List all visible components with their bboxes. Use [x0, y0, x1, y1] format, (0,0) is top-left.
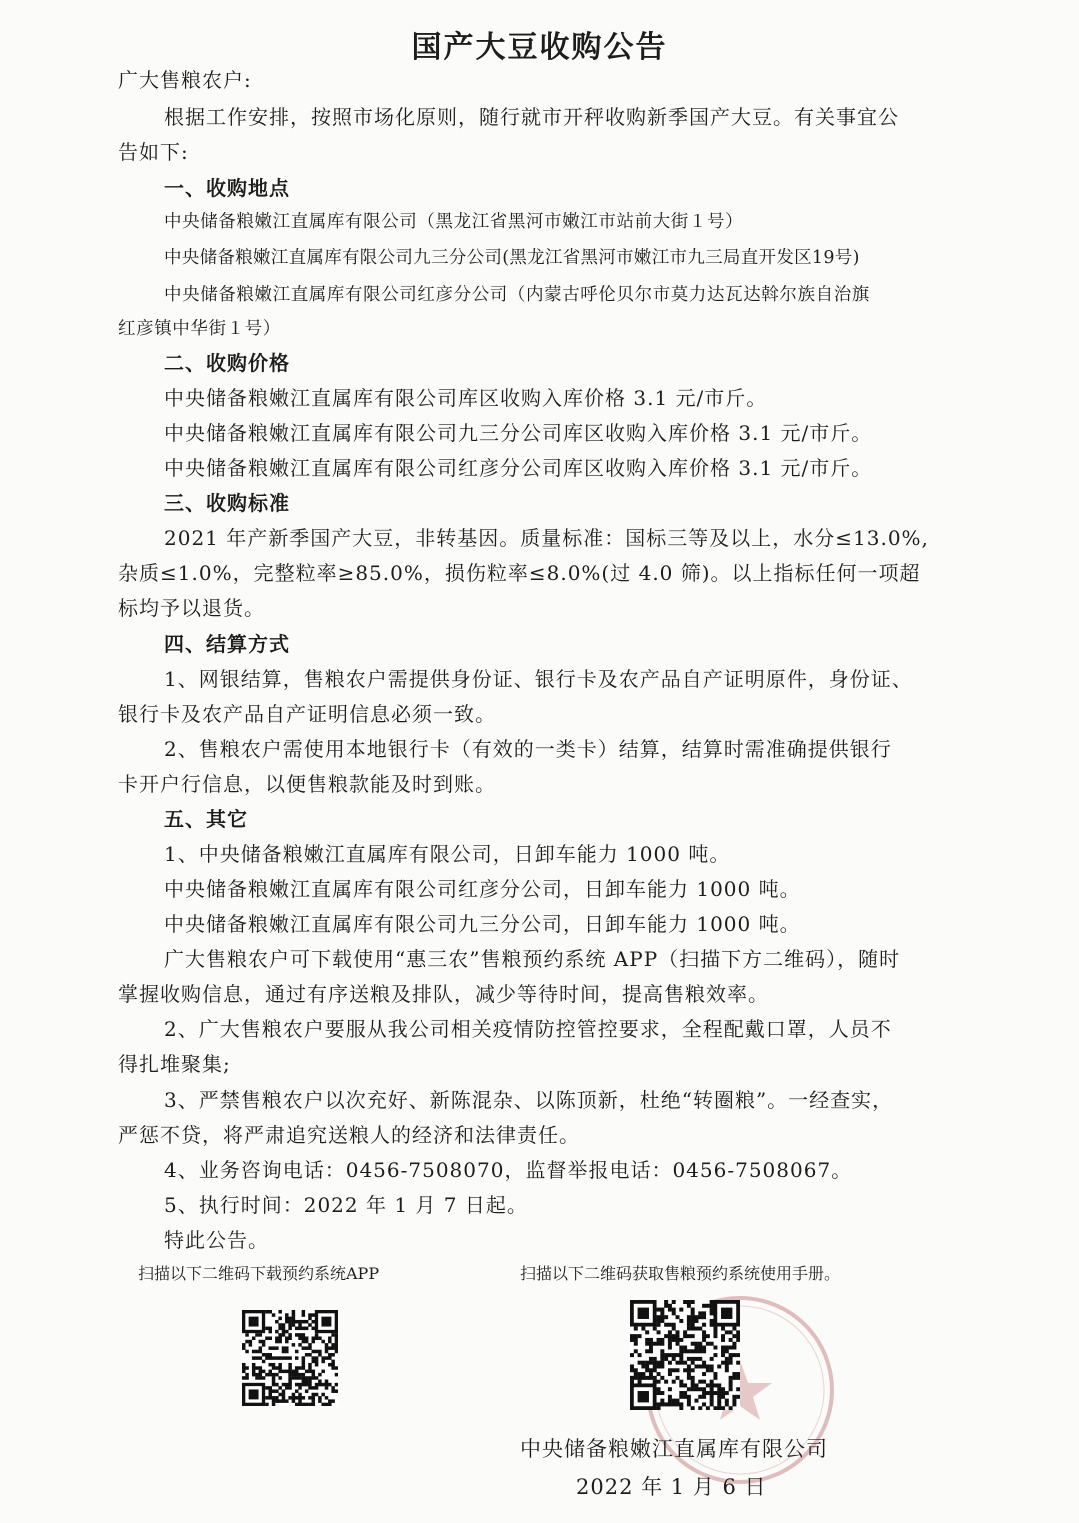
price-line: 中央储备粮嫩江直属库有限公司红彦分公司库区收购入库价格 3.1 元/市斤。 — [164, 456, 873, 480]
other-line: 3、严禁售粮农户以次充好、新陈混杂、以陈顶新，杜绝“转圈粮”。一经查实， — [164, 1088, 894, 1112]
price-line: 中央储备粮嫩江直属库有限公司九三分公司库区收购入库价格 3.1 元/市斤。 — [164, 421, 873, 445]
location-line: 红彦镇中华街１号） — [118, 319, 281, 339]
section-heading-settlement: 四、结算方式 — [164, 632, 290, 656]
qr-code-manual-icon[interactable] — [630, 1300, 740, 1410]
other-line: 严惩不贷，将严肃追究送粮人的经济和法律责任。 — [118, 1123, 580, 1147]
other-line: 2、广大售粮农户要服从我公司相关疫情防控管控要求，全程配戴口罩，人员不 — [164, 1017, 892, 1041]
qr-code-app-icon[interactable] — [242, 1310, 338, 1406]
other-line: 5、执行时间：2022 年 1 月 7 日起。 — [164, 1193, 528, 1217]
location-line: 中央储备粮嫩江直属库有限公司红彦分公司（内蒙古呼伦贝尔市莫力达瓦达斡尔族自治旗 — [164, 285, 870, 305]
standard-line: 杂质≤1.0%，完整粒率≥85.0%，损伤粒率≤8.0%(过 4.0 筛)。以上指标任何一项超 — [118, 561, 921, 585]
other-line: 掌握收购信息，通过有序送粮及排队，减少等待时间，提高售粮效率。 — [118, 982, 769, 1006]
section-heading-standard: 三、收购标准 — [164, 491, 290, 515]
settlement-line: 2、售粮农户需使用本地银行卡（有效的一类卡）结算，结算时需准确提供银行 — [164, 737, 892, 761]
intro-line: 根据工作安排，按照市场化原则，随行就市开秤收购新季国产大豆。有关事宜公 — [164, 105, 899, 129]
settlement-line: 银行卡及农产品自产证明信息必须一致。 — [118, 702, 496, 726]
page-title: 国产大豆收购公告 — [411, 30, 668, 65]
section-heading-location: 一、收购地点 — [164, 176, 290, 200]
section-heading-other: 五、其它 — [164, 807, 248, 831]
section-heading-price: 二、收购价格 — [164, 351, 290, 375]
standard-line: 2021 年产新季国产大豆，非转基因。质量标准：国标三等及以上，水分≤13.0%, — [164, 526, 929, 550]
other-line: 1、中央储备粮嫩江直属库有限公司，日卸车能力 1000 吨。 — [164, 842, 731, 866]
standard-line: 标均予以退货。 — [118, 596, 265, 620]
salutation: 广大售粮农户: — [118, 68, 252, 92]
settlement-line: 1、网银结算，售粮农户需提供身份证、银行卡及农产品自产证明原件，身份证、 — [164, 667, 913, 691]
other-line: 4、业务咨询电话：0456-7508070，监督举报电话：0456-7508067。 — [164, 1158, 853, 1182]
other-line: 中央储备粮嫩江直属库有限公司红彦分公司，日卸车能力 1000 吨。 — [164, 877, 801, 901]
location-line: 中央储备粮嫩江直属库有限公司九三分公司(黑龙江省黑河市嫩江市九三局直开发区19号) — [164, 248, 860, 268]
signature-company: 中央储备粮嫩江直属库有限公司 — [520, 1437, 828, 1461]
location-line: 中央储备粮嫩江直属库有限公司（黑龙江省黑河市嫩江市站前大街１号） — [164, 212, 744, 232]
qr-caption-app: 扫描以下二维码下载预约系统APP — [138, 1264, 380, 1283]
price-line: 中央储备粮嫩江直属库有限公司库区收购入库价格 3.1 元/市斤。 — [164, 386, 768, 410]
intro-line: 告如下: — [118, 140, 189, 164]
other-line: 中央储备粮嫩江直属库有限公司九三分公司，日卸车能力 1000 吨。 — [164, 912, 801, 936]
qr-caption-manual: 扫描以下二维码获取售粮预约系统使用手册。 — [520, 1264, 841, 1283]
other-line: 广大售粮农户可下载使用“惠三农”售粮预约系统 APP（扫描下方二维码），随时 — [164, 947, 901, 971]
closing-line: 特此公告。 — [164, 1228, 269, 1252]
settlement-line: 卡开户行信息，以便售粮款能及时到账。 — [118, 772, 496, 796]
other-line: 得扎堆聚集; — [118, 1052, 231, 1076]
signature-date: 2022 年 1 月 6 日 — [576, 1475, 767, 1499]
